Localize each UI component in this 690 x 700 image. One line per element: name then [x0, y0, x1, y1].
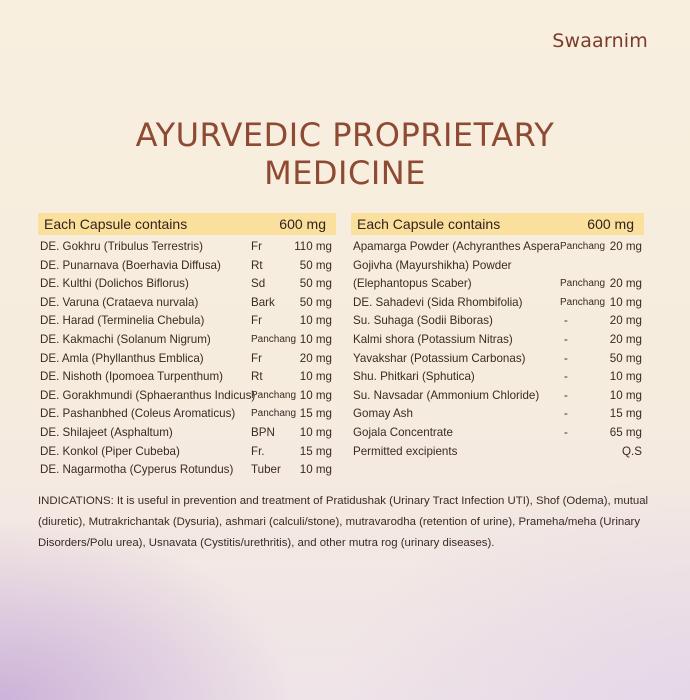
ingredient-part: Fr [251, 314, 262, 328]
ingredient-qty: Q.S [622, 444, 642, 458]
ingredient-part: Rt [251, 258, 263, 272]
ingredient-part: - [564, 370, 568, 384]
ingredient-name: DE. Punarnava (Boerhavia Diffusa) [40, 258, 221, 272]
indications-text: INDICATIONS: It is useful in prevention and treatment of Pratidushak (Urinary Tract Infection UTI), Shof (Odema), mutual (diuretic), Mutrakrichantak (Dysuria), ashmari (calculi/stone), mutravarodha (retention of urine), Prameha/meha (Urinary Disorders/Polu urea), Usnavata (Cystitis/urethritis), and other mutra rog (urinary diseases). [38, 495, 649, 549]
ingredient-name: DE. Gorakhmundi (Sphaeranthus Indicus) [40, 388, 256, 402]
ingredient-row [38, 406, 336, 425]
ingredient-part: Rt [251, 370, 263, 384]
ingredient-part: BPN [251, 425, 275, 439]
ingredient-row [351, 406, 644, 425]
ingredient-name: DE. Varuna (Crataeva nurvala) [40, 295, 199, 309]
ingredient-row [38, 276, 336, 295]
ingredient-qty: 20 mg [609, 240, 642, 253]
ingredient-row [38, 388, 336, 407]
ingredient-name: Apamarga Powder (Achyranthes Aspera [353, 240, 560, 253]
title-line-1: AYURVEDIC PROPRIETARY [135, 116, 555, 154]
ingredient-name: DE. Pashanbhed (Coleus Aromaticus) [40, 407, 236, 421]
ingredient-row [351, 332, 644, 351]
ingredient-qty: 110 mg [294, 240, 332, 253]
ingredient-qty: 50 mg [299, 295, 332, 309]
ingredient-row [38, 425, 336, 444]
ingredient-row [38, 332, 336, 351]
ingredient-part: - [564, 425, 568, 439]
ingredient-row [351, 295, 644, 314]
right-ingredient-list [351, 239, 644, 462]
ingredient-row [38, 351, 336, 370]
right-column-header [351, 213, 644, 235]
ingredient-name: Kalmi shora (Potassium Nitras) [353, 332, 513, 346]
ingredient-row [351, 369, 644, 388]
ingredient-row [38, 369, 336, 388]
ingredient-name: Gojivha (Mayurshikha) Powder [353, 258, 512, 272]
ingredient-row [351, 351, 644, 370]
ingredient-row [351, 313, 644, 332]
ingredient-row [351, 258, 644, 277]
ingredient-qty: 15 mg [299, 444, 332, 458]
ingredients-right-column [351, 213, 644, 462]
brand-logo: Swaarnim [552, 30, 648, 52]
ingredient-name: Gomay Ash [353, 407, 413, 421]
ingredient-part: Panchang [560, 296, 606, 308]
ingredient-part: Tuber [251, 463, 281, 477]
ingredient-qty: 20 mg [609, 277, 642, 291]
ingredient-part: Sd [251, 277, 266, 291]
ingredient-qty: 10 mg [299, 388, 332, 402]
title-line-2: MEDICINE [264, 154, 426, 192]
ingredient-name: Shu. Phitkari (Sphutica) [353, 370, 475, 384]
ingredient-part: - [564, 407, 568, 421]
ingredient-row [351, 388, 644, 407]
right-header-qty: 600 mg [587, 216, 634, 232]
ingredient-row [38, 313, 336, 332]
ingredient-qty: 20 mg [299, 351, 332, 365]
ingredient-qty: 10 mg [609, 370, 642, 384]
left-ingredient-list [38, 239, 336, 481]
ingredient-qty: 10 mg [299, 425, 332, 439]
ingredient-name: Gojala Concentrate [353, 425, 453, 439]
ingredient-part: Panchang [560, 241, 606, 252]
ingredient-part: Panchang [251, 408, 297, 420]
ingredient-row [38, 295, 336, 314]
ingredient-qty: 20 mg [609, 332, 642, 346]
ingredient-qty: 65 mg [609, 425, 642, 439]
right-header-label: Each Capsule contains [357, 216, 501, 232]
ingredient-name: DE. Shilajeet (Asphaltum) [40, 425, 173, 439]
ingredient-qty: 10 mg [299, 463, 332, 477]
left-header-qty: 600 mg [279, 216, 326, 232]
ingredient-name: Permitted excipients [353, 444, 458, 458]
ingredient-part: - [564, 332, 568, 346]
ingredient-part: Fr. [251, 444, 265, 458]
ingredient-row [351, 276, 644, 295]
ingredients-left-column [38, 213, 336, 481]
ingredient-qty: 20 mg [609, 314, 642, 328]
ingredient-name: DE. Amla (Phyllanthus Emblica) [40, 351, 204, 365]
ingredient-name: DE. Nagarmotha (Cyperus Rotundus) [40, 463, 234, 477]
ingredient-row [351, 425, 644, 444]
ingredient-row [38, 444, 336, 463]
page-title [0, 116, 690, 192]
ingredient-qty: 50 mg [299, 277, 332, 291]
ingredient-name: (Elephantopus Scaber) [353, 277, 472, 291]
ingredient-row [351, 444, 644, 463]
ingredient-qty: 50 mg [299, 258, 332, 272]
ingredient-part: Panchang [251, 333, 297, 345]
ingredient-name: Su. Suhaga (Sodii Biboras) [353, 314, 493, 328]
ingredient-name: DE. Nishoth (Ipomoea Turpenthum) [40, 370, 224, 384]
ingredient-qty: 10 mg [299, 370, 332, 384]
ingredient-qty: 50 mg [609, 351, 642, 365]
ingredient-part: - [564, 314, 568, 328]
ingredient-name: DE. Sahadevi (Sida Rhombifolia) [353, 295, 523, 309]
left-header-label: Each Capsule contains [44, 216, 188, 232]
ingredient-name: Yavakshar (Potassium Carbonas) [353, 351, 526, 365]
ingredient-part: - [564, 351, 568, 365]
left-column-header [38, 213, 336, 235]
ingredient-part: Fr [251, 351, 262, 365]
ingredient-name: DE. Konkol (Piper Cubeba) [40, 444, 180, 458]
ingredient-part: Panchang [560, 278, 606, 290]
ingredient-qty: 10 mg [299, 332, 332, 346]
ingredient-name: Su. Navsadar (Ammonium Chloride) [353, 388, 540, 402]
ingredient-part: - [564, 388, 568, 402]
ingredient-name: DE. Kulthi (Dolichos Biflorus) [40, 277, 189, 291]
ingredient-part: Panchang [251, 389, 297, 401]
ingredient-qty: 10 mg [609, 388, 642, 402]
ingredient-name: DE. Gokhru (Tribulus Terrestris) [40, 240, 203, 253]
ingredient-row [351, 239, 644, 258]
ingredient-name: DE. Kakmachi (Solanum Nigrum) [40, 332, 211, 346]
ingredient-row [38, 239, 336, 258]
ingredient-name: DE. Harad (Terminelia Chebula) [40, 314, 205, 328]
ingredient-part: Bark [251, 295, 275, 309]
ingredient-qty: 10 mg [609, 295, 642, 309]
ingredient-row [38, 258, 336, 277]
ingredient-qty: 10 mg [299, 314, 332, 328]
ingredient-qty: 15 mg [299, 407, 332, 421]
ingredient-row [38, 462, 336, 481]
ingredient-part: Fr [251, 240, 262, 253]
ingredient-qty: 15 mg [609, 407, 642, 421]
